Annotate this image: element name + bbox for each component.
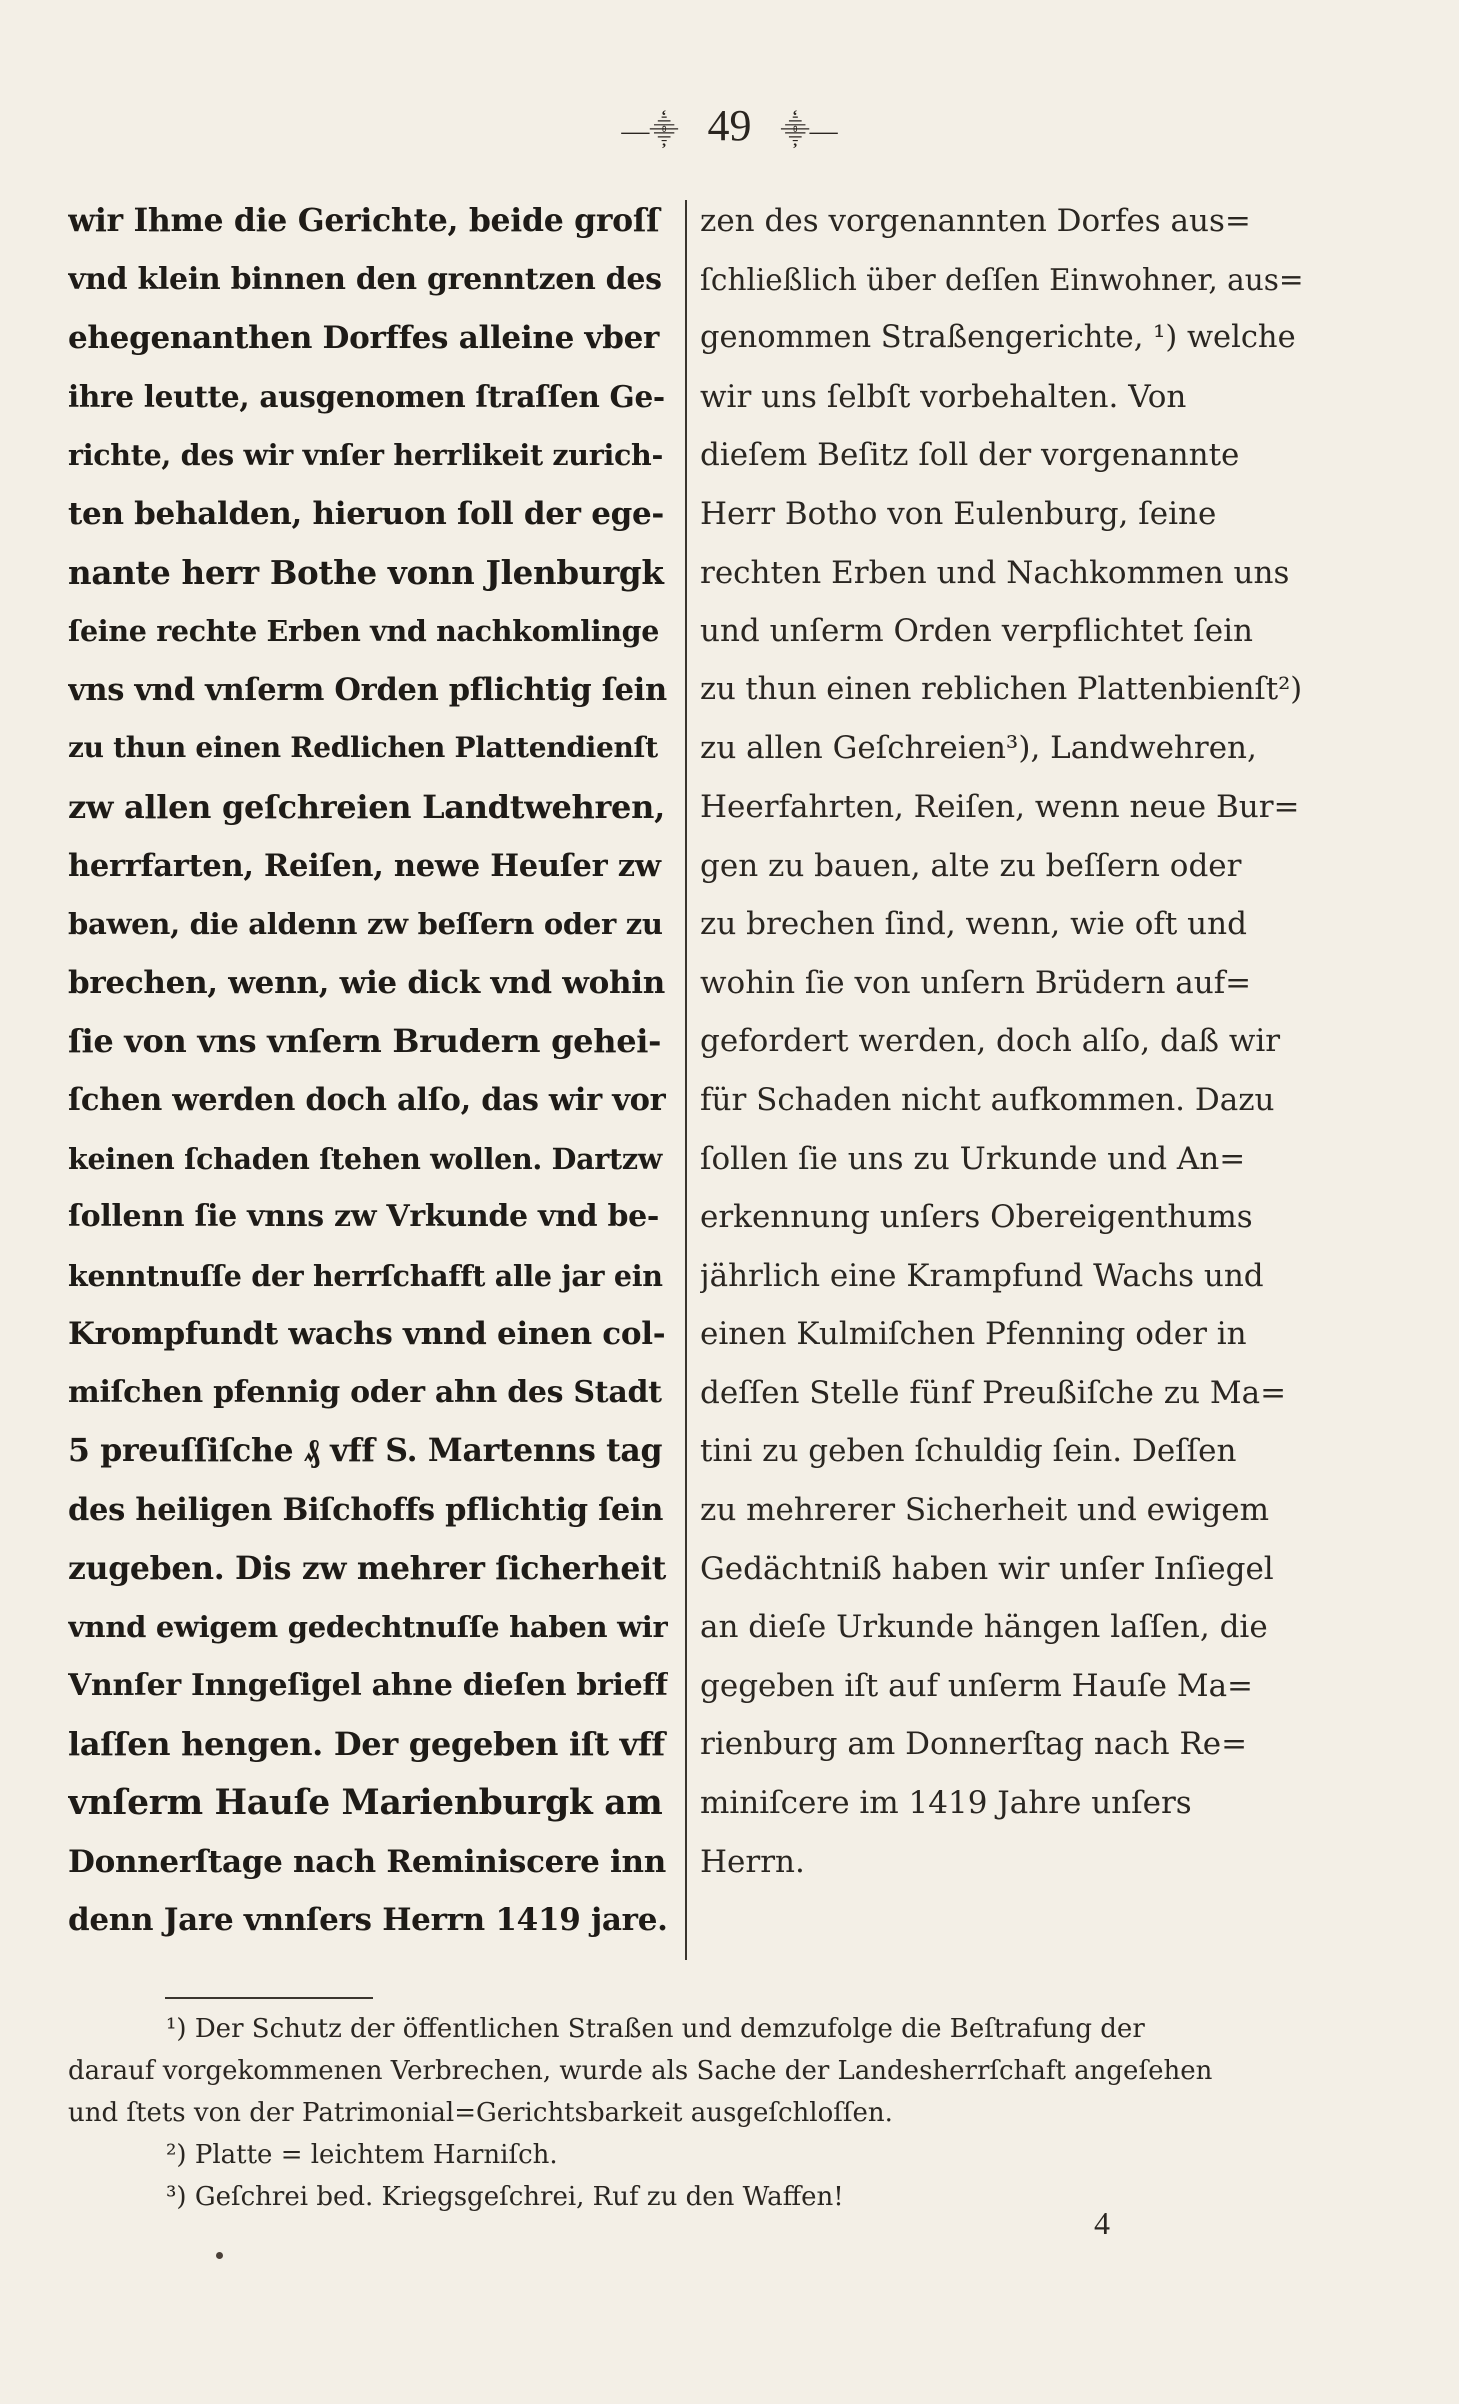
left-line: vnd klein binnen den grenntzen des (68, 261, 662, 297)
right-line: für Schaden nicht aufkommen. Dazu (700, 1081, 1275, 1118)
right-line: dieſem Beſitz ſoll der vorgenannte (700, 437, 1240, 474)
right-line: Gedächtniß haben wir unſer Inſiegel (700, 1550, 1274, 1587)
left-line: zw allen geſchreien Landtwehren, (68, 787, 665, 826)
footnotes (68, 2008, 1308, 2218)
right-line: genommen Straßengerichte, ¹) welche (700, 320, 1296, 356)
left-line: denn Jare vnnſers Herrn 1419 jare. (68, 1902, 668, 1939)
right-line: Heerfahrten, Reiſen, wenn neue Bur= (700, 788, 1300, 825)
left-line: vns vnd vnſerm Orden pflichtig ſein (68, 671, 667, 708)
left-line: Donnerſtage nach Reminiscere inn (68, 1843, 666, 1880)
right-line: und unſerm Orden verpflichtet ſein (700, 613, 1253, 650)
footnote-2: ²) Platte = leichtem Harniſch. (166, 2140, 558, 2170)
left-line: wir Ihme die Gerichte, beide groſſ (68, 202, 660, 239)
left-line: zu thun einen Redlichen Plattendienſt (68, 731, 658, 765)
right-line: gegeben iſt auf unſerm Hauſe Ma= (700, 1667, 1254, 1704)
right-line: ſollen ſie uns zu Urkunde und An= (700, 1140, 1246, 1177)
ornament-left-icon: —⸎ (621, 115, 679, 147)
left-line: keinen ſchaden ſtehen wollen. Dartzw (68, 1141, 662, 1176)
left-line: zugeben. Dis zw mehrer ſicherheit (68, 1549, 666, 1587)
right-line: wir uns ſelbſt vorbehalten. Von (700, 378, 1187, 415)
right-column-translation (700, 192, 1304, 1891)
left-line: laſſen hengen. Der gegeben iſt vff (68, 1725, 665, 1764)
ornament-right-icon: ⸎— (780, 115, 838, 147)
column-divider (685, 200, 687, 1960)
left-line: ſollenn ſie vnns zw Vrkunde vnd be- (68, 1199, 660, 1235)
left-line: brechen, wenn, wie dick vnd wohin (68, 964, 665, 1001)
right-line: zu mehrerer Sicherheit und ewigem (700, 1492, 1270, 1529)
left-line: kenntnuſſe der herrſchafft alle jar ein (68, 1258, 663, 1293)
right-line: an dieſe Urkunde hängen laſſen, die (700, 1609, 1268, 1646)
left-line: Vnnſer Inngeſigel ahne dieſen brieff (68, 1667, 668, 1703)
right-line: gefordert werden, doch alſo, daß wir (700, 1023, 1281, 1060)
right-line: ſchließlich über deſſen Einwohner, aus= (700, 262, 1304, 297)
right-line: Herr Botho von Eulenburg, ſeine (700, 495, 1217, 532)
footnote-3: ³) Geſchrei bed. Kriegsgeſchrei, Ruf zu den Waffen! (166, 2182, 844, 2212)
ink-speck (216, 2252, 223, 2259)
signature-mark: 4 (1094, 2205, 1110, 2241)
right-line: zu thun einen reblichen Plattenbienſt²) (700, 671, 1303, 707)
right-line: wohin ſie von unſern Brüdern auf= (700, 964, 1252, 1001)
right-line: deſſen Stelle fünf Preußiſche zu Ma= (700, 1374, 1287, 1411)
right-line: rechten Erben und Nachkommen uns (700, 554, 1290, 591)
right-line: rienburg am Donnerſtag nach Re= (700, 1726, 1248, 1763)
left-line: miſchen pfennig oder ahn des Stadt (68, 1374, 662, 1410)
right-line: zu brechen ſind, wenn, wie oft und (700, 906, 1247, 943)
left-line: ten behalden, hieruon ſoll der ege- (68, 495, 664, 532)
page-header (0, 100, 1459, 151)
right-line: tini zu geben ſchuldig ſein. Deſſen (700, 1433, 1237, 1470)
right-line: miniſcere im 1419 Jahre unſers (700, 1785, 1192, 1822)
footnote-1-continuation: darauf vorgekommenen Verbrechen, wurde als Sache der Landesherrſchaft angeſehen (68, 2056, 1213, 2086)
left-line: richte, des wir vnſer herrlikeit zurich- (68, 438, 663, 473)
right-line: zen des vorgenannten Dorfes aus= (700, 203, 1251, 239)
left-line: des heiligen Biſchoffs pflichtig ſein (68, 1492, 664, 1529)
left-line: ſie von vns vnſern Brudern gehei- (68, 1022, 662, 1061)
left-line: Krompfundt wachs vnnd einen col- (68, 1316, 666, 1353)
right-line: gen zu bauen, alte zu beſſern oder (700, 847, 1242, 884)
right-line: zu allen Geſchreien³), Landwehren, (700, 730, 1257, 767)
left-line: 5 preuſſiſche ₰ vff S. Martenns tag (68, 1432, 663, 1470)
footnote-rule (165, 1997, 373, 1999)
left-line: ſchen werden doch alſo, das wir vor (68, 1081, 666, 1118)
left-line: ſeine rechte Erben vnd nachkomlinge (68, 614, 660, 649)
left-line: herrfarten, Reiſen, newe Heuſer zw (68, 847, 661, 884)
footnote-1-continuation: und ſtets von der Patrimonial=Gerichtsbarkeit ausgeſchloſſen. (68, 2098, 893, 2128)
left-line: ehegenanthen Dorffes alleine vber (68, 320, 660, 357)
page-number: 49 (707, 101, 752, 150)
left-line: nante herr Bothe vonn Jlenburgk (68, 552, 664, 592)
right-line: erkennung unſers Obereigenthums (700, 1199, 1253, 1236)
right-line: einen Kulmiſchen Pfenning oder in (700, 1316, 1247, 1353)
left-line: vnſerm Hauſe Marienburgk am (68, 1783, 663, 1824)
footnote-1: ¹) Der Schutz der öffentlichen Straßen und demzufolge die Beſtrafung der (166, 2014, 1145, 2044)
right-line: Herrn. (700, 1843, 805, 1880)
right-line: jährlich eine Krampfund Wachs und (700, 1257, 1264, 1294)
left-column-original-text (68, 192, 668, 1950)
left-line: bawen, die aldenn zw beſſern oder zu (68, 907, 663, 942)
left-line: vnnd ewigem gedechtnuſſe haben wir (68, 1610, 668, 1645)
left-line: ihre leutte, ausgenomen ſtraſſen Ge- (68, 378, 665, 414)
